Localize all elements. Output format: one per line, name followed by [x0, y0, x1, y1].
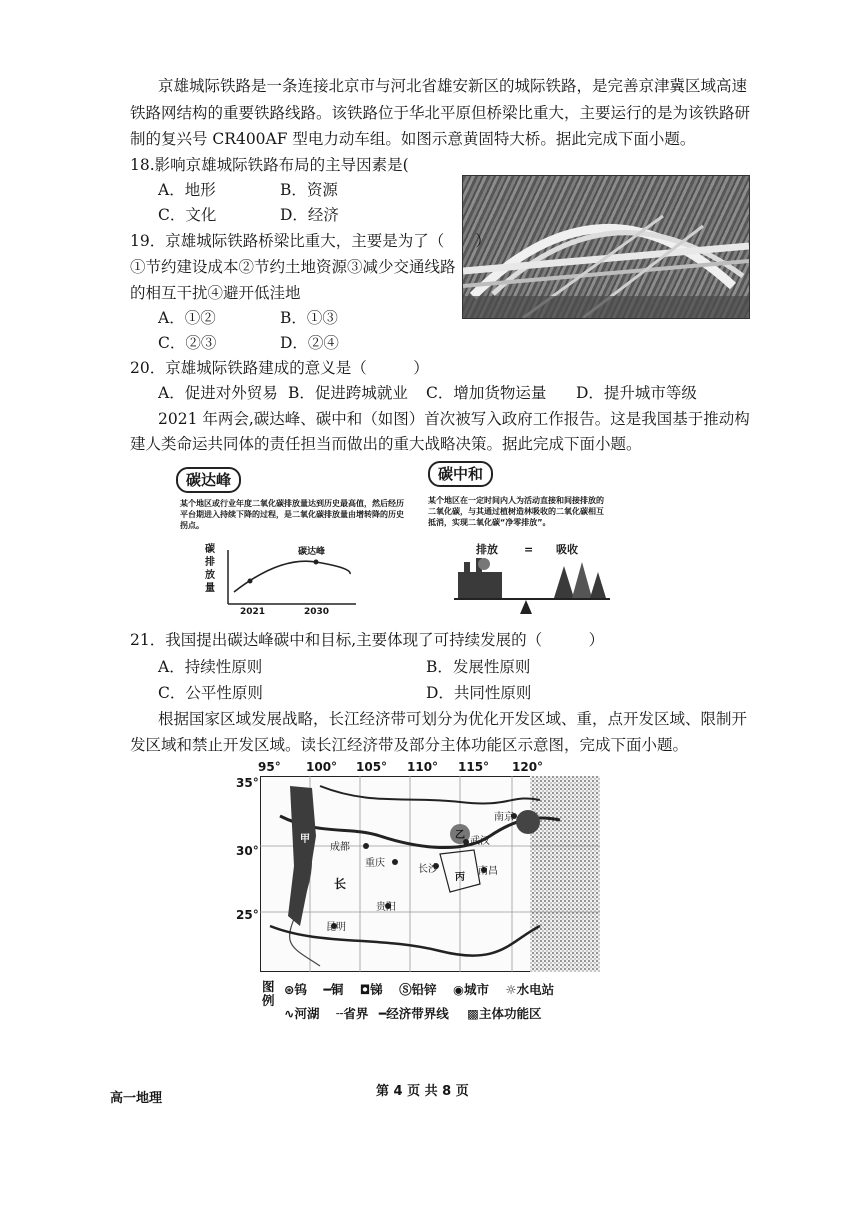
passage2-line1: 2021 年两会,碳达峰、碳中和（如图）首次被写入政府工作报告。这是我国基于推动构	[158, 410, 750, 428]
passage3-line2: 发区域和禁止开发区域。读长江经济带及部分主体功能区示意图，完成下面小题。	[130, 736, 689, 754]
passage1-line2: 铁路网结构的重要铁路线路。该铁路位于华北平原但桥梁比重大，主要运行的是为该铁路研	[130, 104, 751, 122]
antimony-icon: ◘	[359, 982, 371, 997]
fulcrum-icon	[520, 600, 532, 614]
sea-area	[530, 776, 600, 972]
emission-absorption-scale	[454, 558, 610, 616]
functional-zone-delta	[516, 810, 540, 834]
legend-economic-belt-line: 经济带界线	[386, 1006, 449, 1021]
question-20-stem: 20．京雄城际铁路建成的意义是（ ）	[130, 359, 429, 377]
factory-icon	[458, 572, 502, 598]
region-label-bing: 丙	[455, 872, 465, 883]
city-chongqing: 重庆	[365, 858, 385, 869]
q18-option-c: C．文化	[158, 206, 217, 224]
legend-functional-zone: 主体功能区	[478, 1006, 542, 1021]
q19-option-c: C．②③	[158, 334, 217, 352]
city-chengdu: 成都	[330, 842, 350, 853]
carbon-peak-tag: 碳达峰	[176, 467, 241, 493]
lon-label-100: 100°	[306, 760, 338, 774]
economic-belt-line-icon: ━	[378, 1006, 387, 1021]
q21-option-d: D．共同性原则	[426, 684, 532, 702]
carbon-peak-curve-chart	[220, 548, 360, 610]
functional-zone-icon: ▩	[467, 1006, 479, 1021]
question-21-stem: 21．我国提出碳达峰碳中和目标,主要体现了可持续发展的（ ）	[130, 631, 605, 649]
city-nanjing: 南京	[494, 812, 514, 823]
carbon-neutral-tag: 碳中和	[428, 461, 493, 487]
question-18-stem: 18.影响京雄城际铁路布局的主导因素是(	[130, 156, 409, 174]
q19-option-d: D．②④	[280, 334, 339, 352]
q20-option-a: A．促进对外贸易	[158, 384, 278, 402]
tree-icon	[590, 572, 606, 598]
passage2-line2: 建人类命运共同体的责任担当而做出的重大战略决策。据此完成下面小题。	[130, 435, 642, 453]
city-kunming: 昆明	[326, 922, 346, 933]
hydropower-station-icon: ☼	[505, 982, 517, 997]
carbon-peak-ylabel: 碳排放量	[205, 544, 215, 594]
question-19-stem: 19．京雄城际铁路桥梁比重大，主要是为了（ ）	[130, 232, 491, 250]
legend-row-1	[284, 980, 554, 998]
equals-sign: =	[524, 543, 534, 556]
passage3-line1: 根据国家区域发展战略，长江经济带可划分为优化开发区域、重，点开发区域、限制开	[158, 710, 748, 728]
smoke-icon	[478, 558, 490, 570]
emission-curve	[234, 561, 350, 592]
x-tick-2030: 2030	[304, 607, 330, 617]
carbon-peak-description: 某个地区或行业年度二氧化碳排放量达到历史最高值，然后经历平台期进入持续下降的过程，是二氧化碳排放量由增转降的历史拐点。	[180, 499, 404, 530]
x-tick-2021: 2021	[240, 607, 266, 617]
q19-option-a: A．①②	[158, 309, 216, 327]
q21-option-a: A．持续性原则	[158, 658, 263, 676]
q21-option-c: C．公平性原则	[158, 684, 263, 702]
lat-label-25: 25°	[236, 908, 259, 922]
footer-subject: 高一地理	[110, 1091, 163, 1106]
legend-lead-zinc: 铅锌	[411, 982, 437, 997]
q18-option-b: B．资源	[280, 181, 338, 199]
passage1-line3: 制的复兴号 CR400AF 型电力动车组。如图示意黄固特大桥。据此完成下面小题。	[130, 130, 696, 148]
region-label-jia: 甲	[300, 834, 310, 845]
point-peak	[314, 560, 319, 565]
city-wuhan: 武汉	[470, 836, 490, 847]
q20-option-b: B．促进跨城就业	[288, 384, 408, 402]
city-changsha: 长沙	[418, 864, 438, 875]
lat-label-35: 35°	[236, 776, 259, 790]
legend-city: 城市	[463, 982, 489, 997]
legend-province-boundary: 省界	[343, 1006, 369, 1021]
province-boundary-icon: ╌	[335, 1006, 344, 1021]
peak-label: 碳达峰	[298, 547, 326, 557]
q18-option-a: A．地形	[158, 181, 216, 199]
emit-label: 排放	[476, 543, 498, 556]
legend-hydropower: 水电站	[516, 982, 555, 997]
region-label-yi: 乙	[455, 830, 465, 841]
legend-title: 图例	[262, 979, 275, 1008]
point-2021	[248, 579, 253, 584]
absorb-label: 吸收	[556, 543, 578, 556]
tree-icon	[572, 562, 592, 598]
tree-icon	[554, 566, 574, 598]
carbon-neutral-description: 某个地区在一定时间内人为活动直接和间接排放的二氧化碳，与其通过植树造林吸收的二氧化碳相互抵消，实现二氧化碳“净零排放”。	[428, 496, 604, 527]
lead-zinc-icon: Ⓢ	[399, 982, 412, 997]
legend-antimony: 锑	[370, 982, 383, 997]
legend-river-lake: 河湖	[294, 1006, 320, 1021]
q20-option-d: D．提升城市等级	[576, 384, 697, 402]
q21-option-b: B．发展性原则	[426, 658, 531, 676]
lon-label-115: 115°	[458, 760, 490, 774]
lon-label-105: 105°	[356, 760, 388, 774]
q18-option-d: D．经济	[280, 206, 339, 224]
q20-option-c: C．增加货物运量	[426, 384, 547, 402]
legend-copper: 铜	[330, 982, 344, 997]
tungsten-icon: ⊛	[284, 982, 295, 997]
city-nanchang: 南昌	[478, 866, 498, 877]
city-icon: ◉	[453, 982, 464, 997]
legend-tungsten: 钨	[294, 982, 307, 997]
lon-label-95: 95°	[258, 760, 281, 774]
q19-option-b: B．①③	[280, 309, 338, 327]
lon-label-110: 110°	[407, 760, 439, 774]
river-lake-icon: ∿	[284, 1006, 295, 1021]
copper-icon: ━	[323, 982, 331, 997]
legend-row-2	[284, 1004, 542, 1022]
q19-line2: ①节约建设成本②节约土地资源③减少交通线路	[130, 258, 456, 276]
city-guiyang: 贵阳	[376, 902, 396, 913]
q19-line3: 的相互干扰④避开低洼地	[130, 284, 301, 302]
passage1-line1: 京雄城际铁路是一条连接北京市与河北省雄安新区的城际铁路，是完善京津冀区域高速	[158, 77, 748, 95]
footer-page-number: 第 4 页 共 8 页	[376, 1084, 469, 1099]
lon-label-120: 120°	[512, 760, 544, 774]
bridge-photo	[462, 175, 750, 319]
region-label-chang: 长	[334, 877, 347, 891]
lat-label-30: 30°	[236, 844, 259, 858]
